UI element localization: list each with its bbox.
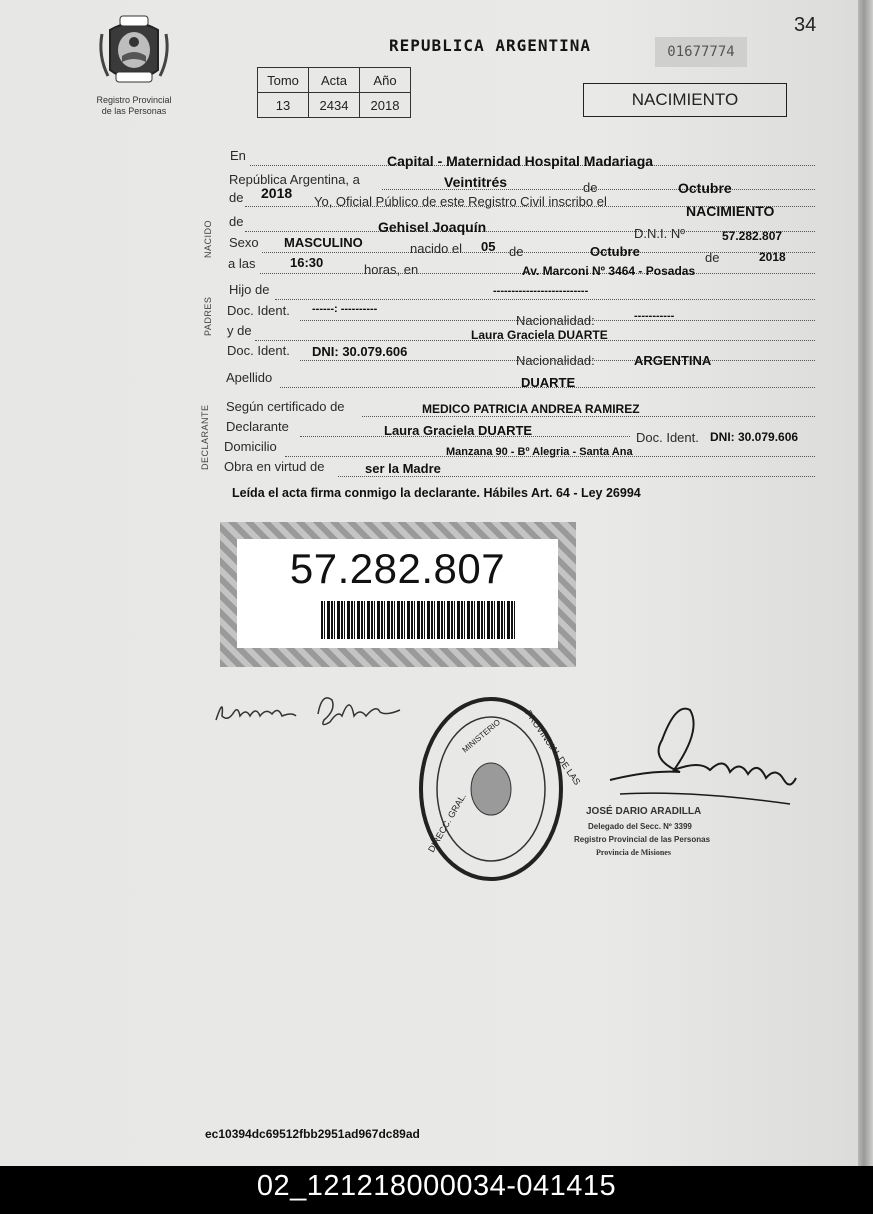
label-domicilio: Domicilio <box>224 439 277 454</box>
closing-statement: Leída el acta firma conmigo la declarante. Hábiles Art. 64 - Ley 26994 <box>232 486 641 500</box>
official-line4: Provincia de Misiones <box>596 848 671 857</box>
label-nacido-el: nacido el <box>410 241 463 256</box>
label-en: En <box>230 148 246 163</box>
label-de-anio-nac: de <box>705 250 720 265</box>
svg-text:PROVINCIAL DE LAS: PROVINCIAL DE LAS <box>523 708 583 787</box>
value-anio-nacimiento: 2018 <box>759 250 786 264</box>
value-apellido: DUARTE <box>521 375 576 390</box>
value-obra: ser la Madre <box>365 461 441 476</box>
value-mes-nacimiento: Octubre <box>590 244 640 259</box>
label-nac-madre: Nacionalidad: <box>516 353 595 368</box>
document-hash: ec10394dc69512fbb2951ad967dc89ad <box>205 1127 420 1141</box>
label-sexo: Sexo <box>229 235 259 250</box>
declarante-signature <box>210 686 415 736</box>
label-de-anio: de <box>229 190 244 205</box>
value-sexo: MASCULINO <box>284 235 363 250</box>
label-certificado: Según certificado de <box>226 399 345 414</box>
official-line2: Delegado del Secc. Nº 3399 <box>588 822 692 831</box>
label-oficial: Yo, Oficial Público de este Registro Civil inscribo el <box>314 194 607 209</box>
label-a-las: a las <box>228 256 256 271</box>
dni-label-number: 57.282.807 <box>289 545 506 592</box>
value-nac-padre: ----------- <box>634 310 675 322</box>
label-dni: D.N.I. Nº <box>634 226 685 241</box>
label-horas-en: horas, en <box>364 262 419 277</box>
label-republica: República Argentina, a <box>229 172 360 187</box>
official-line3: Registro Provincial de las Personas <box>574 835 711 844</box>
seal-caption-1: Registro Provincial <box>96 95 172 105</box>
value-dni: 57.282.807 <box>722 229 783 243</box>
value-lugar-registro: Capital - Maternidad Hospital Madariaga <box>387 153 654 169</box>
dni-label-card <box>220 522 576 667</box>
label-de-mes-nac: de <box>509 244 524 259</box>
serial-number: 01677774 <box>655 37 747 67</box>
label-obra: Obra en virtud de <box>224 459 325 474</box>
side-label-declarante: DECLARANTE <box>200 404 210 470</box>
label-doc-padre: Doc. Ident. <box>227 303 290 318</box>
value-mes-registro: Octubre <box>678 180 732 196</box>
register-header-acta: Acta <box>309 68 360 93</box>
official-stamp-icon <box>415 693 583 885</box>
official-name: JOSÉ DARIO ARADILLA <box>586 806 702 817</box>
barcode-icon <box>321 601 515 639</box>
record-type-box: NACIMIENTO <box>583 83 787 117</box>
value-domicilio: Manzana 90 - Bº Alegria - Santa Ana <box>446 446 633 458</box>
book-edge <box>858 0 873 1166</box>
value-nac-madre: ARGENTINA <box>634 353 712 368</box>
svg-text:MINISTERIO: MINISTERIO <box>460 717 503 755</box>
value-lugar-nacimiento: Av. Marconi Nº 3464 - Posadas <box>522 264 696 278</box>
value-padre: -------------------------- <box>493 285 589 297</box>
value-inscripcion: NACIMIENTO <box>686 203 775 219</box>
label-hijo-de: Hijo de <box>229 282 270 297</box>
register-table <box>257 67 411 118</box>
seal-caption-2: de las Personas <box>101 106 167 116</box>
provincial-seal-icon <box>96 12 172 92</box>
value-dia-nacimiento: 05 <box>481 239 496 254</box>
official-signature <box>590 700 800 820</box>
label-doc-declarante: Doc. Ident. <box>636 430 699 445</box>
side-label-padres: PADRES <box>203 296 213 336</box>
label-doc-madre: Doc. Ident. <box>227 343 290 358</box>
label-y-de: y de <box>227 323 252 338</box>
value-madre: Laura Graciela DUARTE <box>471 328 608 342</box>
value-anio-registro: 2018 <box>261 185 293 201</box>
svg-text:DIRECC. GRAL.: DIRECC. GRAL. <box>426 791 468 854</box>
label-nac-padre: Nacionalidad: <box>516 313 595 328</box>
value-doc-padre: ------: ---------- <box>312 303 378 315</box>
label-de-mes: de <box>583 180 598 195</box>
file-id-bar: 02_121218000034-041415 <box>0 1166 873 1214</box>
value-declarante: Laura Graciela DUARTE <box>384 423 533 438</box>
value-certificado: MEDICO PATRICIA ANDREA RAMIREZ <box>422 402 640 416</box>
label-declarante: Declarante <box>226 419 289 434</box>
document-title: REPUBLICA ARGENTINA <box>389 36 592 55</box>
value-doc-madre: DNI: 30.079.606 <box>312 344 408 359</box>
page-number: 34 <box>794 14 817 36</box>
register-header-tomo: Tomo <box>258 68 309 93</box>
value-doc-declarante: DNI: 30.079.606 <box>710 430 799 444</box>
register-value-ano: 2018 <box>360 93 411 118</box>
value-dia-letras: Veintitrés <box>444 174 508 190</box>
register-value-acta: 2434 <box>309 93 360 118</box>
label-apellido: Apellido <box>226 370 273 385</box>
register-header-ano: Año <box>360 68 411 93</box>
register-value-tomo: 13 <box>258 93 309 118</box>
value-hora: 16:30 <box>290 255 324 270</box>
side-label-nacido: NACIDO <box>203 219 213 258</box>
label-de-nombre: de <box>229 214 244 229</box>
value-nombre: Gehisel Joaquín <box>378 219 487 235</box>
